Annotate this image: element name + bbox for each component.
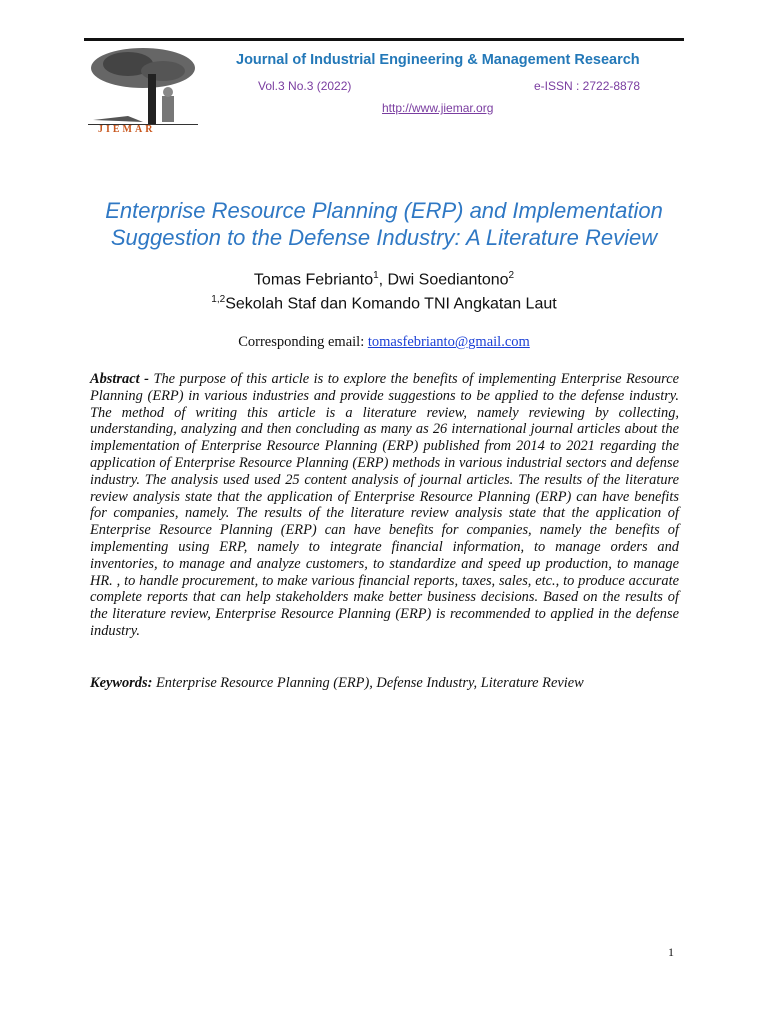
keywords-text: Enterprise Resource Planning (ERP), Defense Industry, Literature Review — [152, 675, 584, 691]
author-1: Tomas Febrianto — [253, 271, 374, 289]
affiliation-sup: 1,2 — [211, 294, 226, 305]
keywords — [90, 675, 679, 692]
abstract-text: The purpose of this article is to explore the benefits of implementing Enterprise Resource Planning (ERP) in various industries and provide suggestions to be applied to the defense industry. The method of writing this article is a literature review, namely reviewing by collecting, understanding, analyzing and then concluding as many as 26 international journal articles about the implementation of Enterprise Resource Planning (ERP) published from 2014 to 2021 regarding the application of Enterprise Resource Planning (ERP) methods in various industrial sectors and defense industry. The analysis used used 25 content analysis of journal articles. The results of the literature review analysis state that the application of Enterprise Resource Planning (ERP) can have benefits for companies, namely. The results of the literature review analysis state that the application of Enterprise Resource Planning (ERP) can have benefits for companies, namely the benefits of implementing using ERP, namely to integrate financial information, to manage orders and inventories, to manage and analyze customers, to standardize and speed up production, to manage HR. , to handle procurement, to make various financial reports, taxes, sales, etc., to produce accurate complete reports that can help stakeholders make better business decisions. Based on the results of the literature review, Enterprise Resource Planning (ERP) is recommended to applied in the defense industry. — [90, 371, 680, 639]
article-title: Enterprise Resource Planning (ERP) and Implementation Suggestion to the Defense Industry: A Literature Review — [105, 198, 663, 250]
header-rule — [84, 38, 684, 41]
author-2-sup: 2 — [508, 270, 515, 281]
issn: e-ISSN : 2722-8878 — [534, 79, 641, 93]
volume-info: Vol.3 No.3 (2022) — [258, 79, 352, 93]
author-2: Dwi Soediantono — [387, 271, 509, 289]
journal-url-link[interactable]: http://www.jiemar.org — [382, 101, 494, 115]
email-label: Corresponding email: — [238, 334, 368, 350]
author-separator: , — [378, 271, 388, 289]
page-number: 1 — [668, 945, 674, 959]
corresponding-email — [0, 334, 768, 351]
abstract — [90, 371, 679, 640]
authors — [0, 270, 768, 289]
affiliation — [0, 294, 768, 313]
logo-text: JIEMAR — [98, 124, 156, 135]
affiliation-text: Sekolah Staf dan Komando TNI Angkatan Laut — [225, 295, 557, 313]
author-1-sup: 1 — [373, 270, 379, 281]
keywords-label: Keywords: — [90, 675, 153, 691]
journal-title: Journal of Industrial Engineering & Management Research — [236, 52, 640, 68]
email-link[interactable]: tomasfebrianto@gmail.com — [367, 334, 530, 350]
abstract-label: Abstract - — [90, 371, 154, 387]
